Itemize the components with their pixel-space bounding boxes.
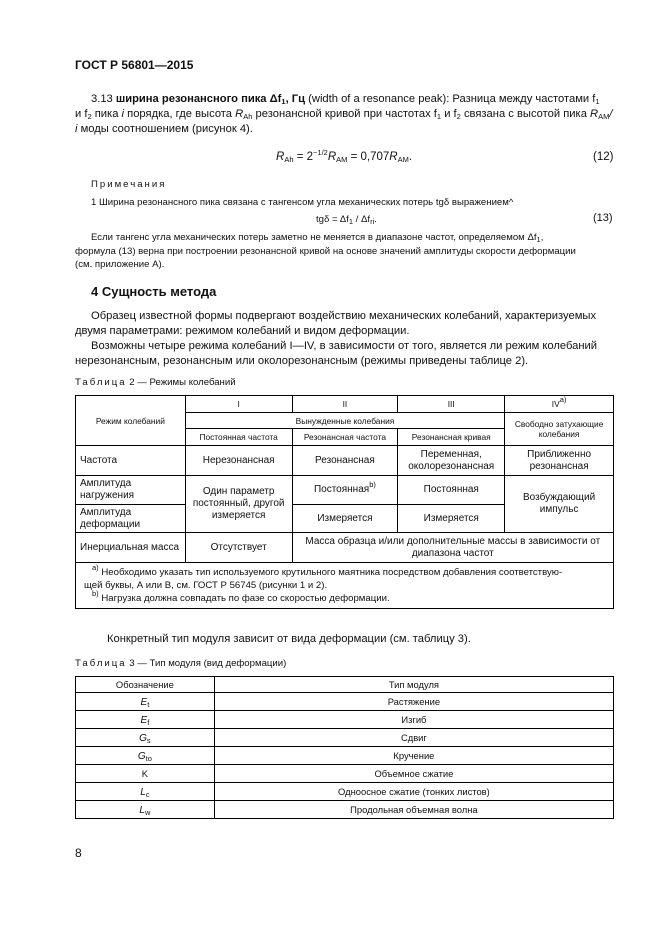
t2-row-load-label: Амплитуда нагружения [76, 476, 186, 505]
t2-def-II: Измеряется [292, 505, 398, 533]
t2-mass-I: Отсутствует [185, 533, 292, 563]
section-3-13-line3: i моды соотношением (рисунок 4). [75, 123, 253, 135]
t3-sym: K [76, 765, 215, 783]
t2-freq-IV: Приближенно резонансная [505, 446, 614, 476]
t2-free: Свободно затухающие колебания [505, 413, 614, 446]
note-cont-2: формула (13) верна при построении резонансной кривой на основе значений амплитуды скорости деформации [75, 246, 576, 257]
note-1: 1 Ширина резонансного пика связана с тангенсом угла механических потерь tgδ выражением^ [91, 197, 514, 208]
t2-col-IV: IV$^{a)}$ [505, 396, 614, 413]
t3-type: Растяжение [214, 693, 613, 711]
t2-freq-III: Переменная, околорезонансная [398, 446, 505, 476]
equation-13: $tg\delta = \Delta f_1 / \Delta f_{ri}$. [316, 214, 377, 226]
t2-load-IV: Возбуждающий импульс [505, 476, 614, 533]
section-4-p2a: Возможны четыре режима колебаний I—IV, в зависимости от того, является ли режим колебаний [91, 340, 598, 352]
document-header: ГОСТ Р 56801—2015 [75, 58, 194, 72]
table-2-caption: Таблица 2 — Режимы колебаний [75, 377, 236, 388]
t2-load-III: Постоянная [398, 476, 505, 505]
t2-row-def-label: Амплитуда деформации [76, 505, 186, 533]
section-4-p1a: Образец известной формы подвергают воздействию механических колебаний, характеризуемых [91, 310, 597, 322]
t2-freq-II: Резонансная [292, 446, 398, 476]
t3-head-type: Тип модуля [214, 677, 613, 693]
table-3 [75, 676, 614, 819]
t2-def-III: Измеряется [398, 505, 505, 533]
t3-type: Кручение [214, 747, 613, 765]
page-number: 8 [75, 846, 82, 860]
section-4-title: 4 Сущность метода [91, 284, 217, 299]
t2-row-freq-label: Частота [76, 446, 186, 476]
table-2 [75, 395, 614, 609]
t3-type: Изгиб [214, 711, 613, 729]
t2-col-III: III [398, 396, 505, 413]
t3-sym: $E_f$ [76, 711, 215, 729]
t3-type: Одноосное сжатие (тонких листов) [214, 783, 613, 801]
t2-col-II: II [292, 396, 398, 413]
t2-row-mass-label: Инерциальная масса [76, 533, 186, 563]
section-3-13-line2: и $f_2$ пика i порядка, где высота $R_{Ah}$ резонансной кривой при частотах $f_1$ и $f_2$ связана с высотой пика $R_{AM}/$ [75, 108, 613, 121]
t3-sym: $L_w$ [76, 801, 215, 819]
t3-sym: $E_t$ [76, 693, 215, 711]
section-4-p1b: двумя параметрами: режимом колебаний и видом деформации. [75, 325, 410, 337]
t2-mass-rest: Масса образца и/или дополнительные массы в зависимости от диапазона частот [292, 533, 613, 563]
t3-head-sym: Обозначение [76, 677, 215, 693]
t2-sub-II: Резонансная частота [292, 429, 398, 446]
t3-sym: $L_c$ [76, 783, 215, 801]
t2-col-I: I [185, 396, 292, 413]
section-3-13-line1: 3.13 ширина резонансного пика $\Delta f_1$, Гц (width of a resonance peak): Разница между частотами $f_1$ [91, 93, 600, 106]
para-table-3: Конкретный тип модуля зависит от вида деформации (см. таблицу 3). [107, 633, 471, 645]
t3-sym: $G_{to}$ [76, 747, 215, 765]
note-cont-1: Если тангенс угла механических потерь заметно не меняется в диапазоне частот, определяемом $\Delta f_1$, [91, 232, 544, 244]
t2-freq-I: Нерезонансная [185, 446, 292, 476]
table-3-caption: Таблица 3 — Тип модуля (вид деформации) [75, 658, 287, 669]
t3-type: Сдвиг [214, 729, 613, 747]
t2-forced: Вынужденные колебания [185, 413, 504, 429]
t3-type: Продольная объемная волна [214, 801, 613, 819]
equation-12: $R_{Ah} = 2^{-1/2}R_{AM} = 0,707R_{AM}$. [276, 148, 413, 164]
equation-12-number: (12) [593, 151, 614, 163]
notes-heading: Примечания [91, 179, 167, 190]
t2-footnotes: $^{a)}$ Необходимо указать тип используемого крутильного маятника посредством добавления соответствую- щей буквы, А или В, см. ГОСТ Р 56745 (рисунки 1 и 2). $^{b)}$ Нагрузка должна совпадать по фазе со скоростью деформации. [76, 563, 614, 609]
t2-sub-III: Резонансная кривая [398, 429, 505, 446]
t2-sub-I: Постоянная частота [185, 429, 292, 446]
t3-type: Объемное сжатие [214, 765, 613, 783]
equation-13-number: (13) [593, 212, 613, 224]
t3-sym: $G_s$ [76, 729, 215, 747]
section-4-p2b: нерезонансным, резонансным или околорезонансным (режимы приведены таблице 2). [75, 355, 529, 367]
t2-head-regime: Режим колебаний [76, 396, 186, 446]
note-cont-3: (см. приложение А). [75, 259, 165, 270]
t2-load-I: Один параметр постоянный, другой измеряется [185, 476, 292, 533]
t2-load-II: Постоянная$^{b)}$ [292, 476, 398, 505]
